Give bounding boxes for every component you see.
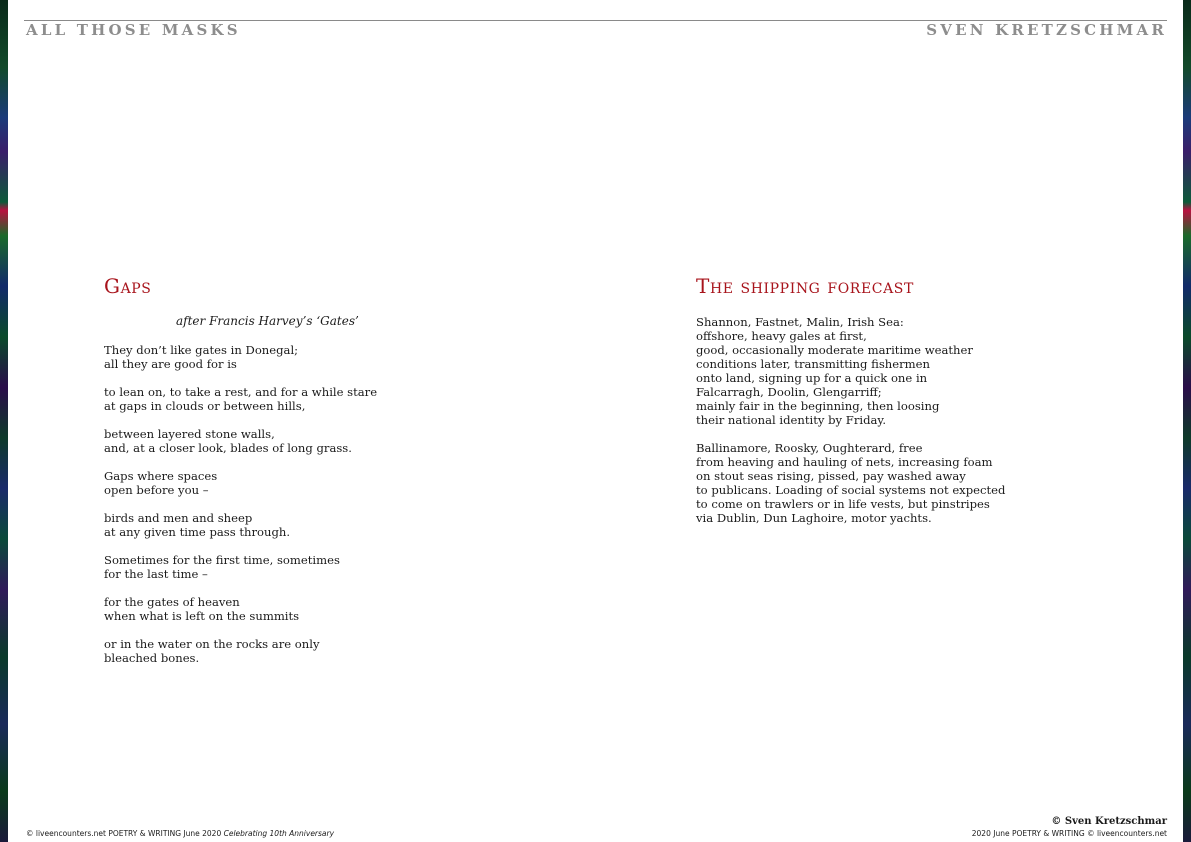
poem-line: onto land, signing up for a quick one in [696,371,928,385]
poem-line: for the last time – [104,567,208,581]
footer-left-text: © liveencounters.net POETRY & WRITING June 2020 [26,829,224,838]
poem-line: conditions later, transmitting fishermen [696,357,931,371]
stanza [104,385,377,413]
poem-line: their national identity by Friday. [696,413,887,427]
poem-line: from heaving and hauling of nets, increasing foam [696,455,993,469]
poem-body-gaps [104,343,377,679]
author-copyright: © Sven Kretzschmar [1051,816,1167,827]
poem-line: via Dublin, Dun Laghoire, motor yachts. [696,511,932,525]
poem-line: all they are good for is [104,357,237,371]
poem-line: mainly fair in the beginning, then loosing [696,399,940,413]
footer-left [26,829,334,838]
running-title-left: ALL THOSE MASKS [26,21,241,39]
poem-line: at gaps in clouds or between hills, [104,399,306,413]
stanza [696,441,1005,525]
poem-line: and, at a closer look, blades of long grass. [104,441,352,455]
poem-line: Sometimes for the first time, sometimes [104,553,340,567]
poem-line: to come on trawlers or in life vests, but pinstripes [696,497,990,511]
stanza [104,595,377,623]
poem-line: Gaps where spaces [104,469,218,483]
footer-left-anniversary: Celebrating 10th Anniversary [223,829,335,838]
poem-line: to publicans. Loading of social systems not expected [696,483,1006,497]
poem-line: Falcarragh, Doolin, Glengarriff; [696,385,882,399]
magazine-spread [8,0,1183,842]
stanza [104,343,377,371]
poem-line: when what is left on the summits [104,609,300,623]
poem-line: Ballinamore, Roosky, Oughterard, free [696,441,923,455]
stanza [104,427,377,455]
poem-line: for the gates of heaven [104,595,240,609]
stanza [104,553,377,581]
poem-dedication: after Francis Harvey’s ‘Gates’ [176,314,359,328]
poem-line: open before you – [104,483,209,497]
poem-line: birds and men and sheep [104,511,253,525]
stanza [104,637,377,665]
poem-line: between layered stone walls, [104,427,275,441]
poem-line: on stout seas rising, pissed, pay washed away [696,469,966,483]
left-page-edge [0,0,8,842]
right-page-edge [1183,0,1191,842]
poem-line: good, occasionally moderate maritime weather [696,343,973,357]
running-title-right: SVEN KRETZSCHMAR [926,21,1167,39]
poem-line: bleached bones. [104,651,200,665]
stanza [696,315,1005,427]
stanza [104,469,377,497]
poem-line: They don’t like gates in Donegal; [104,343,299,357]
poem-line: Shannon, Fastnet, Malin, Irish Sea: [696,315,904,329]
poem-body-shipping-forecast [696,315,1005,539]
poem-line: or in the water on the rocks are only [104,637,320,651]
poem-title-gaps: Gaps [104,274,152,298]
poem-line: offshore, heavy gales at first, [696,329,867,343]
poem-line: to lean on, to take a rest, and for a while stare [104,385,378,399]
stanza [104,511,377,539]
poem-title-shipping-forecast: The shipping forecast [696,274,914,298]
poem-line: at any given time pass through. [104,525,291,539]
footer-right: 2020 June POETRY & WRITING © liveencounters.net [971,829,1167,838]
